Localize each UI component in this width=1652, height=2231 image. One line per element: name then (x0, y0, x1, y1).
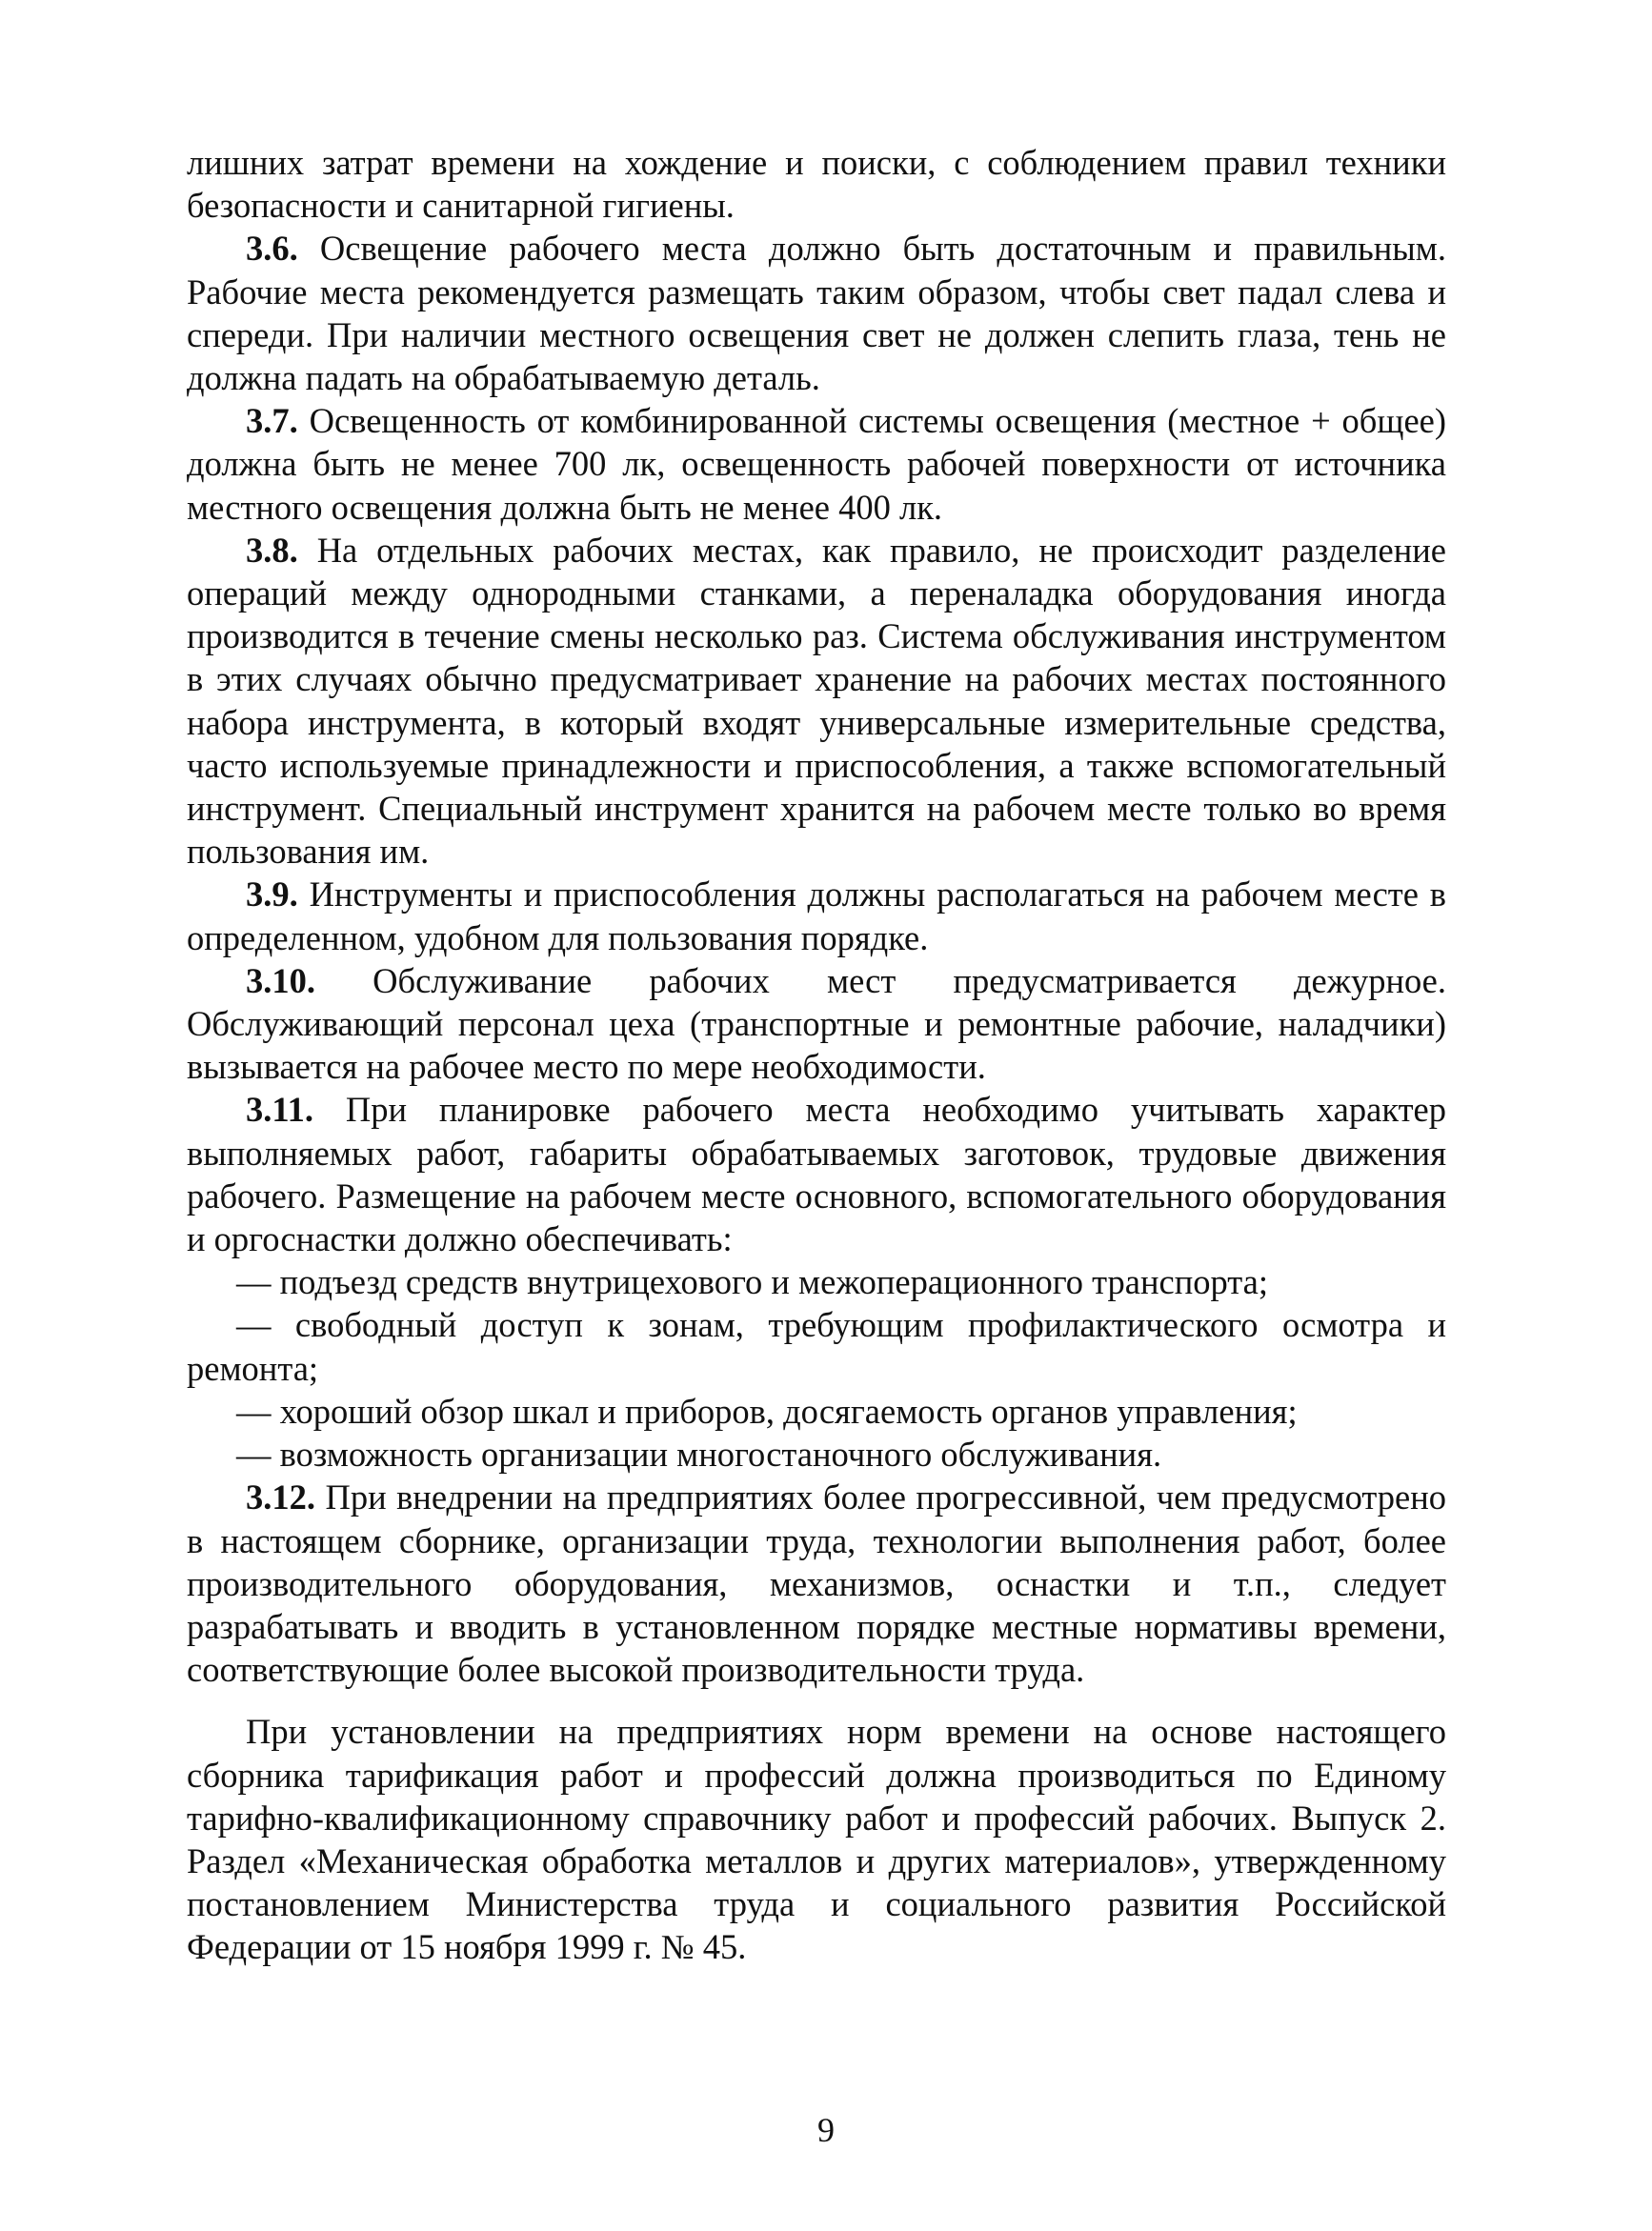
section-number: 3.11. (246, 1090, 313, 1130)
section-number: 3.10. (246, 960, 315, 1000)
section-text: При планировке рабочего места необходимо учитывать характер выполняемых работ, габариты обрабатываемых заготовок, трудовые движения рабочего. Размещение на рабочем месте основного, вспомогательного оборудования и оргоснастки должно обеспечивать: (187, 1090, 1446, 1259)
section-3-9 (187, 873, 1446, 958)
intro-continuation (187, 141, 1446, 227)
section-text: Инструменты и приспособления должны располагаться на рабочем месте в определенном, удобном для пользования порядке. (187, 874, 1446, 957)
section-3-11 (187, 1088, 1446, 1260)
intro-continuation-text: лишних затрат времени на хождение и поиски, с соблюдением правил техники безопасности и санитарной гигиены. (187, 143, 1446, 226)
section-3-6 (187, 227, 1446, 399)
section-number: 3.6. (246, 229, 298, 269)
closing-paragraph: При установлении на предприятиях норм времени на основе настоящего сборника тарификация работ и профессий должна производиться по Единому тарифно-квалификационному справочнику работ и профессий рабочих. Выпуск 2. Раздел «Механическая обработка металлов и других материалов», утвержденному постановлением Министерства труда и социального развития Российской Федерации от 15 ноября 1999 г. № 45. (187, 1712, 1446, 1967)
section-text: Освещенность от комбинированной системы освещения (местное + общее) должна быть не менее 700 лк, освещенность рабочей поверхности от источника местного освещения должна быть не менее 400 лк. (187, 401, 1447, 527)
section-3-8 (187, 529, 1446, 874)
section-number: 3.7. (246, 401, 298, 441)
section-text: Освещение рабочего места должно быть достаточным и правильным. Рабочие места рекомендуется размещать таким образом, чтобы свет падал слева и спереди. При наличии местного освещения свет не должен слепить глаза, тень не должна падать на обрабатываемую деталь. (187, 229, 1447, 398)
section-text: При внедрении на предприятиях более прогрессивной, чем предусмотрено в настоящем сборнике, организации труда, технологии выполнения работ, более производительного оборудования, механизмов, оснастки и т.п., следует разрабатывать и вводить в установленном порядке местные нормативы времени, соответствующие более высокой производительности труда. (187, 1477, 1446, 1690)
list-item: — подъезд средств внутрицехового и межоперационного транспорта; (236, 1262, 1269, 1302)
list-item: — хороший обзор шкал и приборов, досягаемость органов управления; (236, 1391, 1298, 1431)
page-number: 9 (817, 2111, 835, 2149)
section-3-10 (187, 959, 1446, 1089)
list-item: — возможность организации многостаночного обслуживания. (236, 1435, 1162, 1475)
section-3-7 (187, 399, 1446, 529)
section-number: 3.12. (246, 1477, 315, 1517)
section-number: 3.8. (246, 530, 298, 570)
body-text (187, 141, 1446, 1969)
list-item: — свободный доступ к зонам, требующим профилактического осмотра и ремонта; (187, 1305, 1446, 1388)
paragraph-gap (187, 1691, 1446, 1710)
section-number: 3.9. (246, 874, 298, 915)
section-text: На отдельных рабочих местах, как правило, не происходит разделение операций между однородными станками, а переналадка оборудования иногда производится в течение смены несколько раз. Система обслуживания инструментом в этих случаях обычно предусматривает хранение на рабочих местах постоянного набора инструмента, в который входят универсальные измерительные средства, часто используемые принадлежности и приспособления, а также вспомогательный инструмент. Специальный инструмент хранится на рабочем месте только во время пользования им. (187, 530, 1446, 872)
section-3-12 (187, 1476, 1446, 1691)
section-text: Обслуживание рабочих мест предусматривается дежурное. Обслуживающий персонал цеха (транспортные и ремонтные рабочие, наладчики) вызывается на рабочее место по мере необходимости. (187, 960, 1446, 1087)
